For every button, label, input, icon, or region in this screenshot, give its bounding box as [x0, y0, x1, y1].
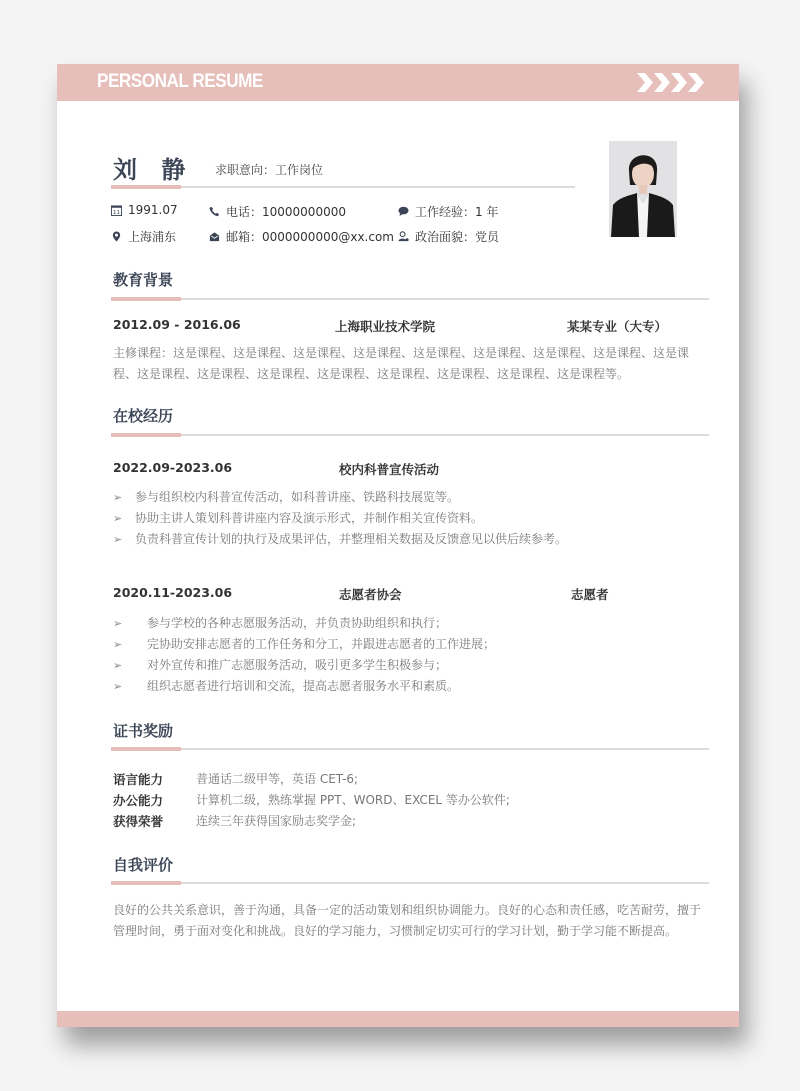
calendar-icon: [111, 205, 122, 216]
user-badge-icon: [398, 231, 409, 242]
campus-item-2-bullet: ➢ 完协助安排志愿者的工作任务和分工，并跟进志愿者的工作进展；: [113, 637, 496, 651]
campus-item-1-org: 校内科普宣传活动: [339, 462, 440, 477]
self-eval-divider: [111, 882, 709, 884]
education-period: 2012.09 - 2016.06: [113, 317, 241, 332]
email-info: [209, 228, 394, 245]
cert-value: 连续三年获得国家励志奖学金;: [196, 814, 357, 828]
phone-value: 电话：10000000000: [226, 205, 346, 219]
campus-item-2-role: 志愿者: [571, 587, 609, 602]
portrait-image: [609, 141, 677, 237]
birth-info: [111, 203, 178, 217]
bullet-arrow-icon: ➢: [113, 512, 123, 525]
section-title-campus: 在校经历: [113, 407, 174, 425]
phone-icon: [209, 206, 220, 217]
campus-item-2-period: 2020.11-2023.06: [113, 585, 233, 600]
section-title-education: 教育背景: [113, 271, 174, 289]
top-banner: [57, 64, 739, 101]
section-title-certificates: 证书奖励: [113, 722, 174, 740]
campus-item-1-bullet: ➢ 参与组织校内科普宣传活动，如科普讲座、铁路科技展览等。: [113, 490, 460, 504]
campus-divider: [111, 434, 709, 436]
name-divider: [111, 186, 575, 188]
self-eval-text: 良好的公共关系意识，善于沟通，具备一定的活动策划和组织协调能力。良好的心态和责任感，吃苦耐劳，擅于管理时间，勇于面对变化和挑战。良好的学习能力，习惯制定切实可行的学习计划，勤于学习能不断提高。: [113, 903, 702, 938]
email-value: 邮箱：0000000000@xx.com: [226, 230, 394, 244]
cert-label: 语言能力: [113, 772, 164, 787]
campus-item-2-bullet: ➢ 参与学校的各种志愿服务活动，并负责协助组织和执行；: [113, 616, 448, 630]
location-value: 上海浦东: [128, 230, 177, 244]
candidate-name: 刘 静: [113, 156, 194, 184]
campus-item-1-bullet: ➢ 协助主讲人策划科普讲座内容及演示形式，并制作相关宣传资料。: [113, 511, 484, 525]
banner-title: PERSONAL RESUME: [97, 71, 263, 92]
svg-text:11: 11: [113, 209, 120, 216]
cert-label: 获得荣誉: [113, 814, 164, 829]
campus-item-2-bullet: ➢ 组织志愿者进行培训和交流，提高志愿者服务水平和素质。: [113, 679, 460, 693]
political-value: 政治面貌：党员: [415, 230, 500, 244]
section-title-self-eval: 自我评价: [113, 856, 174, 874]
education-major: 某某专业（大专）: [567, 319, 668, 334]
cert-value: 计算机二级，熟练掌握 PPT、WORD、EXCEL 等办公软件;: [196, 793, 510, 807]
bullet-arrow-icon: ➢: [113, 491, 123, 504]
chat-bubble-icon: [398, 206, 409, 217]
campus-item-1-period: 2022.09-2023.06: [113, 460, 233, 475]
campus-item-1-bullet: ➢ 负责科普宣传计划的执行及成果评估，并整理相关数据及反馈意见以供后续参考。: [113, 532, 568, 546]
bullet-arrow-icon: ➢: [113, 533, 123, 546]
education-courses: 主修课程：这是课程、这是课程、这是课程、这是课程、这是课程、这是课程、这是课程、这是课程、这是课程、这是课程、这是课程、这是课程、这是课程、这是课程、这是课程、这是课程、这是课程等。: [113, 346, 690, 381]
certificates-divider: [111, 748, 709, 750]
job-intent: 求职意向：工作岗位: [215, 163, 324, 177]
resume-page: [57, 64, 739, 1027]
experience-info: [398, 203, 498, 220]
location-pin-icon: [111, 231, 122, 242]
campus-item-2-bullet: ➢ 对外宣传和推广志愿服务活动，吸引更多学生积极参与；: [113, 658, 448, 672]
campus-item-2-org: 志愿者协会: [339, 587, 402, 602]
cert-label: 办公能力: [113, 793, 164, 808]
bottom-banner: [57, 1011, 739, 1027]
education-school: 上海职业技术学院: [335, 319, 436, 334]
cert-value: 普通话二级甲等，英语 CET-6;: [196, 772, 359, 786]
chevrons-right-icon: [637, 73, 707, 92]
bullet-arrow-icon: ➢: [113, 617, 123, 630]
experience-value: 工作经验：1 年: [415, 205, 499, 219]
mail-icon: [209, 231, 220, 242]
bullet-arrow-icon: ➢: [113, 659, 123, 672]
political-info: [398, 228, 499, 245]
phone-info: [209, 203, 346, 220]
bullet-arrow-icon: ➢: [113, 680, 123, 693]
profile-photo: [609, 141, 677, 237]
bullet-arrow-icon: ➢: [113, 638, 123, 651]
education-divider: [111, 298, 709, 300]
birth-value: 1991.07: [128, 203, 178, 217]
location-info: [111, 228, 176, 245]
